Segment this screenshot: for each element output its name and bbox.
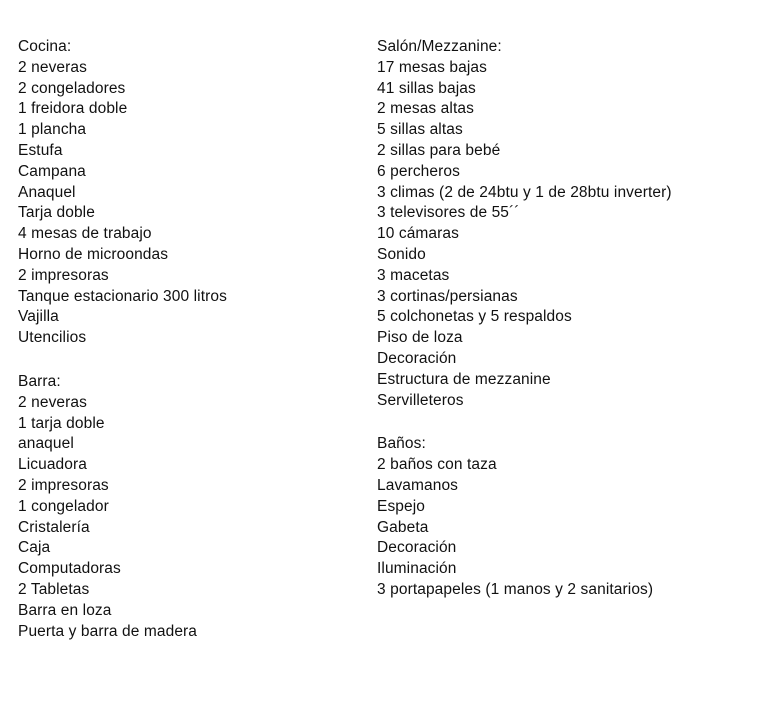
section-title: Barra: [18,372,61,390]
section-salon-mezzanine [377,37,772,411]
list-item: 2 sillas para bebé [377,141,501,159]
list-item: Caja [18,539,51,557]
list-item: 4 mesas de trabajo [18,225,152,243]
list-item: 2 neveras [18,58,87,76]
list-item: Anaquel [18,183,76,201]
list-item: 2 impresoras [18,266,109,284]
list-item: Iluminación [377,560,457,578]
list-item: Lavamanos [377,476,459,494]
list-item: Estufa [18,141,63,159]
list-item: 3 climas (2 de 24btu y 1 de 28btu inverter) [377,183,672,201]
list-item: Computadoras [18,560,121,578]
list-item: Utencilios [18,329,87,347]
list-item: 41 sillas bajas [377,79,476,97]
list-item: 1 freidora doble [18,100,128,118]
list-item: 2 impresoras [18,476,109,494]
list-item: Tarja doble [18,204,95,222]
list-item: 1 congelador [18,497,109,515]
list-item: Espejo [377,497,425,515]
list-item: 1 plancha [18,121,87,139]
list-item: Decoración [377,539,457,557]
section-banos [377,434,772,600]
list-item: 5 sillas altas [377,121,463,139]
section-title: Salón/Mezzanine: [377,38,502,55]
list-item: Vajilla [18,308,59,326]
list-item: Decoración [377,349,457,367]
section-barra [18,372,358,642]
section-cocina [18,37,358,349]
right-column [377,37,772,624]
list-item: Gabeta [377,518,429,536]
list-item: 2 baños con taza [377,456,497,474]
list-item: 2 neveras [18,393,87,411]
list-item: 2 Tabletas [18,580,90,598]
list-item: Piso de loza [377,329,463,347]
list-item: anaquel [18,435,74,453]
left-column [18,37,358,665]
list-item: Sonido [377,245,426,263]
list-item: 2 mesas altas [377,100,474,118]
list-item: Estructura de mezzanine [377,370,551,388]
list-item: Puerta y barra de madera [18,622,198,640]
section-title: Baños: [377,435,426,453]
list-item: Licuadora [18,456,87,474]
list-item: Horno de microondas [18,245,169,263]
list-item: 10 cámaras [377,225,459,243]
list-item: 3 cortinas/persianas [377,287,518,305]
list-item: 3 portapapeles (1 manos y 2 sanitarios) [377,580,654,598]
list-item: Cristalería [18,518,90,536]
list-item: 2 congeladores [18,79,126,97]
list-item: 5 colchonetas y 5 respaldos [377,308,572,326]
list-item: Tanque estacionario 300 litros [18,287,227,305]
list-item: 17 mesas bajas [377,58,487,76]
list-item: 3 televisores de 55´´ [377,204,520,222]
list-item: Campana [18,162,86,180]
list-item: 1 tarja doble [18,414,105,432]
list-item: Barra en loza [18,601,112,619]
list-item: 6 percheros [377,162,460,180]
list-item: 3 macetas [377,266,450,284]
section-title: Cocina: [18,38,72,55]
list-item: Servilleteros [377,391,464,409]
